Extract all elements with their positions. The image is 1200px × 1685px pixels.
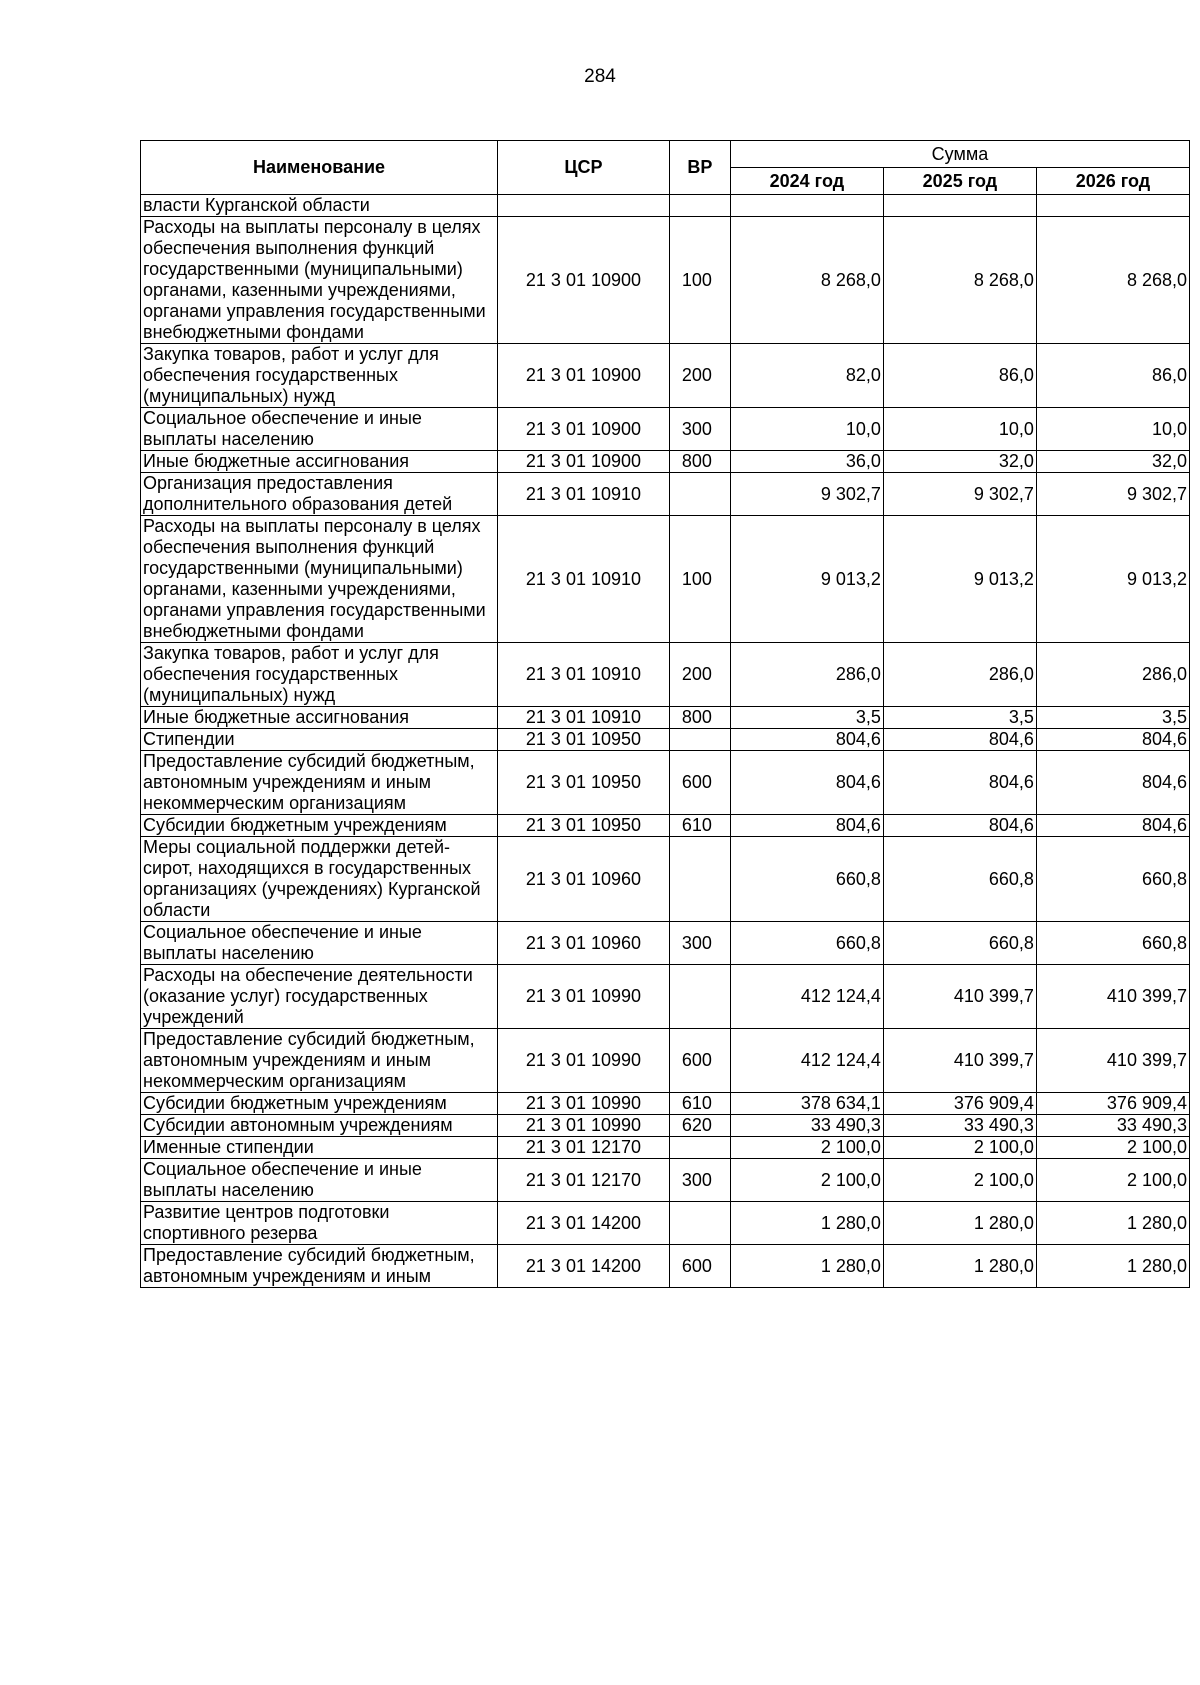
cell-csr: 21 3 01 12170 xyxy=(498,1137,670,1159)
table-row xyxy=(141,451,1190,473)
cell-2026: 10,0 xyxy=(1036,408,1189,451)
table-row xyxy=(141,729,1190,751)
cell-2024: 2 100,0 xyxy=(730,1159,883,1202)
cell-2026: 33 490,3 xyxy=(1036,1115,1189,1137)
table-row xyxy=(141,1137,1190,1159)
cell-2026: 660,8 xyxy=(1036,837,1189,922)
cell-2024: 412 124,4 xyxy=(730,965,883,1029)
cell-2025: 410 399,7 xyxy=(883,965,1036,1029)
header-year-2026: 2026 год xyxy=(1036,168,1189,195)
table-row xyxy=(141,1245,1190,1288)
cell-2024: 36,0 xyxy=(730,451,883,473)
cell-2025: 410 399,7 xyxy=(883,1029,1036,1093)
cell-name: Социальное обеспечение и иные выплаты населению xyxy=(141,1159,498,1202)
table-row xyxy=(141,1029,1190,1093)
cell-csr: 21 3 01 10910 xyxy=(498,643,670,707)
cell-csr: 21 3 01 10900 xyxy=(498,217,670,344)
cell-vr xyxy=(669,965,730,1029)
header-name: Наименование xyxy=(141,141,498,195)
cell-vr: 610 xyxy=(669,1093,730,1115)
cell-2024: 804,6 xyxy=(730,751,883,815)
cell-name: Стипендии xyxy=(141,729,498,751)
header-year-2025: 2025 год xyxy=(883,168,1036,195)
cell-2024: 660,8 xyxy=(730,837,883,922)
cell-csr: 21 3 01 10900 xyxy=(498,451,670,473)
cell-2025: 660,8 xyxy=(883,837,1036,922)
cell-name: Иные бюджетные ассигнования xyxy=(141,451,498,473)
cell-2024: 2 100,0 xyxy=(730,1137,883,1159)
cell-2024: 286,0 xyxy=(730,643,883,707)
cell-name: Расходы на выплаты персоналу в целях обеспечения выполнения функций государственными (муниципальными) органами, казенными учреждениями, органами управления государственными внебюджетными фондами xyxy=(141,516,498,643)
header-sum: Сумма xyxy=(730,141,1189,168)
cell-name: Предоставление субсидий бюджетным, автономным учреждениям и иным некоммерческим организациям xyxy=(141,751,498,815)
cell-vr: 600 xyxy=(669,1029,730,1093)
cell-2025: 376 909,4 xyxy=(883,1093,1036,1115)
table-row xyxy=(141,473,1190,516)
cell-vr: 200 xyxy=(669,643,730,707)
cell-2025: 286,0 xyxy=(883,643,1036,707)
cell-vr: 800 xyxy=(669,451,730,473)
cell-name: Субсидии бюджетным учреждениям xyxy=(141,815,498,837)
table-row xyxy=(141,1093,1190,1115)
cell-vr: 600 xyxy=(669,1245,730,1288)
cell-2026: 1 280,0 xyxy=(1036,1202,1189,1245)
cell-csr xyxy=(498,195,670,217)
cell-csr: 21 3 01 10900 xyxy=(498,408,670,451)
cell-2026: 410 399,7 xyxy=(1036,965,1189,1029)
table-row xyxy=(141,408,1190,451)
table-body xyxy=(141,195,1190,1288)
cell-2024: 660,8 xyxy=(730,922,883,965)
header-vr: ВР xyxy=(669,141,730,195)
cell-csr: 21 3 01 10950 xyxy=(498,751,670,815)
cell-csr: 21 3 01 10990 xyxy=(498,1029,670,1093)
cell-2026: 410 399,7 xyxy=(1036,1029,1189,1093)
cell-vr xyxy=(669,195,730,217)
cell-2025: 9 013,2 xyxy=(883,516,1036,643)
cell-vr: 600 xyxy=(669,751,730,815)
cell-2024: 8 268,0 xyxy=(730,217,883,344)
cell-vr xyxy=(669,1202,730,1245)
cell-name: Социальное обеспечение и иные выплаты населению xyxy=(141,408,498,451)
cell-2025: 1 280,0 xyxy=(883,1202,1036,1245)
cell-2024: 412 124,4 xyxy=(730,1029,883,1093)
cell-name: Социальное обеспечение и иные выплаты населению xyxy=(141,922,498,965)
table-row xyxy=(141,815,1190,837)
header-csr: ЦСР xyxy=(498,141,670,195)
page-number: 284 xyxy=(584,66,616,87)
cell-2025: 9 302,7 xyxy=(883,473,1036,516)
cell-csr: 21 3 01 10990 xyxy=(498,965,670,1029)
cell-csr: 21 3 01 10990 xyxy=(498,1093,670,1115)
cell-name: Закупка товаров, работ и услуг для обеспечения государственных (муниципальных) нужд xyxy=(141,344,498,408)
cell-csr: 21 3 01 10960 xyxy=(498,837,670,922)
cell-2025: 804,6 xyxy=(883,815,1036,837)
cell-vr: 300 xyxy=(669,408,730,451)
cell-vr xyxy=(669,473,730,516)
cell-2026: 804,6 xyxy=(1036,751,1189,815)
cell-2024: 804,6 xyxy=(730,729,883,751)
cell-2025: 8 268,0 xyxy=(883,217,1036,344)
cell-vr: 620 xyxy=(669,1115,730,1137)
cell-2026: 804,6 xyxy=(1036,815,1189,837)
cell-2024: 10,0 xyxy=(730,408,883,451)
cell-csr: 21 3 01 10910 xyxy=(498,473,670,516)
table-row xyxy=(141,344,1190,408)
cell-2026: 286,0 xyxy=(1036,643,1189,707)
table-row xyxy=(141,1159,1190,1202)
cell-csr: 21 3 01 14200 xyxy=(498,1202,670,1245)
cell-2025: 2 100,0 xyxy=(883,1137,1036,1159)
cell-name: Именные стипендии xyxy=(141,1137,498,1159)
cell-name: власти Курганской области xyxy=(141,195,498,217)
cell-2026: 2 100,0 xyxy=(1036,1137,1189,1159)
cell-2024 xyxy=(730,195,883,217)
cell-name: Организация предоставления дополнительного образования детей xyxy=(141,473,498,516)
cell-2025: 804,6 xyxy=(883,729,1036,751)
cell-2025: 2 100,0 xyxy=(883,1159,1036,1202)
cell-2025: 804,6 xyxy=(883,751,1036,815)
budget-table xyxy=(140,140,1190,1288)
cell-2024: 82,0 xyxy=(730,344,883,408)
cell-name: Расходы на обеспечение деятельности (оказание услуг) государственных учреждений xyxy=(141,965,498,1029)
cell-2025: 86,0 xyxy=(883,344,1036,408)
table-row xyxy=(141,965,1190,1029)
table-row xyxy=(141,643,1190,707)
cell-2026: 86,0 xyxy=(1036,344,1189,408)
table-row xyxy=(141,922,1190,965)
cell-2024: 9 013,2 xyxy=(730,516,883,643)
cell-vr: 100 xyxy=(669,516,730,643)
cell-name: Развитие центров подготовки спортивного резерва xyxy=(141,1202,498,1245)
table-header xyxy=(141,141,1190,195)
cell-2026: 9 302,7 xyxy=(1036,473,1189,516)
cell-vr: 200 xyxy=(669,344,730,408)
cell-2026: 2 100,0 xyxy=(1036,1159,1189,1202)
cell-2025: 10,0 xyxy=(883,408,1036,451)
cell-csr: 21 3 01 10950 xyxy=(498,815,670,837)
cell-2025: 32,0 xyxy=(883,451,1036,473)
cell-vr: 100 xyxy=(669,217,730,344)
cell-2026: 8 268,0 xyxy=(1036,217,1189,344)
cell-2024: 1 280,0 xyxy=(730,1245,883,1288)
cell-2026: 32,0 xyxy=(1036,451,1189,473)
cell-2026: 804,6 xyxy=(1036,729,1189,751)
cell-vr xyxy=(669,729,730,751)
cell-2026: 1 280,0 xyxy=(1036,1245,1189,1288)
table-row xyxy=(141,707,1190,729)
cell-csr: 21 3 01 10910 xyxy=(498,516,670,643)
table-row xyxy=(141,217,1190,344)
cell-2024: 804,6 xyxy=(730,815,883,837)
cell-name: Расходы на выплаты персоналу в целях обеспечения выполнения функций государственными (муниципальными) органами, казенными учреждениями, органами управления государственными внебюджетными фондами xyxy=(141,217,498,344)
cell-csr: 21 3 01 10910 xyxy=(498,707,670,729)
cell-2025: 33 490,3 xyxy=(883,1115,1036,1137)
cell-name: Иные бюджетные ассигнования xyxy=(141,707,498,729)
cell-name: Субсидии автономным учреждениям xyxy=(141,1115,498,1137)
cell-2026: 3,5 xyxy=(1036,707,1189,729)
cell-2026 xyxy=(1036,195,1189,217)
table-row xyxy=(141,1115,1190,1137)
cell-name: Закупка товаров, работ и услуг для обеспечения государственных (муниципальных) нужд xyxy=(141,643,498,707)
cell-csr: 21 3 01 10960 xyxy=(498,922,670,965)
cell-vr: 300 xyxy=(669,922,730,965)
cell-2026: 660,8 xyxy=(1036,922,1189,965)
cell-name: Субсидии бюджетным учреждениям xyxy=(141,1093,498,1115)
cell-2024: 9 302,7 xyxy=(730,473,883,516)
cell-csr: 21 3 01 10900 xyxy=(498,344,670,408)
cell-2024: 3,5 xyxy=(730,707,883,729)
table-row xyxy=(141,751,1190,815)
cell-csr: 21 3 01 10990 xyxy=(498,1115,670,1137)
table-row xyxy=(141,195,1190,217)
cell-2025: 660,8 xyxy=(883,922,1036,965)
cell-2024: 33 490,3 xyxy=(730,1115,883,1137)
cell-2026: 9 013,2 xyxy=(1036,516,1189,643)
table-row xyxy=(141,1202,1190,1245)
cell-2025: 1 280,0 xyxy=(883,1245,1036,1288)
cell-name: Меры социальной поддержки детей-сирот, находящихся в государственных организациях (учреждениях) Курганской области xyxy=(141,837,498,922)
table-row xyxy=(141,837,1190,922)
cell-vr: 610 xyxy=(669,815,730,837)
cell-2024: 378 634,1 xyxy=(730,1093,883,1115)
cell-vr: 300 xyxy=(669,1159,730,1202)
cell-csr: 21 3 01 10950 xyxy=(498,729,670,751)
cell-2025 xyxy=(883,195,1036,217)
table-row xyxy=(141,516,1190,643)
cell-vr: 800 xyxy=(669,707,730,729)
cell-csr: 21 3 01 12170 xyxy=(498,1159,670,1202)
cell-2026: 376 909,4 xyxy=(1036,1093,1189,1115)
cell-name: Предоставление субсидий бюджетным, автономным учреждениям и иным xyxy=(141,1245,498,1288)
header-year-2024: 2024 год xyxy=(730,168,883,195)
cell-csr: 21 3 01 14200 xyxy=(498,1245,670,1288)
cell-2025: 3,5 xyxy=(883,707,1036,729)
cell-vr xyxy=(669,1137,730,1159)
cell-vr xyxy=(669,837,730,922)
cell-2024: 1 280,0 xyxy=(730,1202,883,1245)
cell-name: Предоставление субсидий бюджетным, автономным учреждениям и иным некоммерческим организациям xyxy=(141,1029,498,1093)
